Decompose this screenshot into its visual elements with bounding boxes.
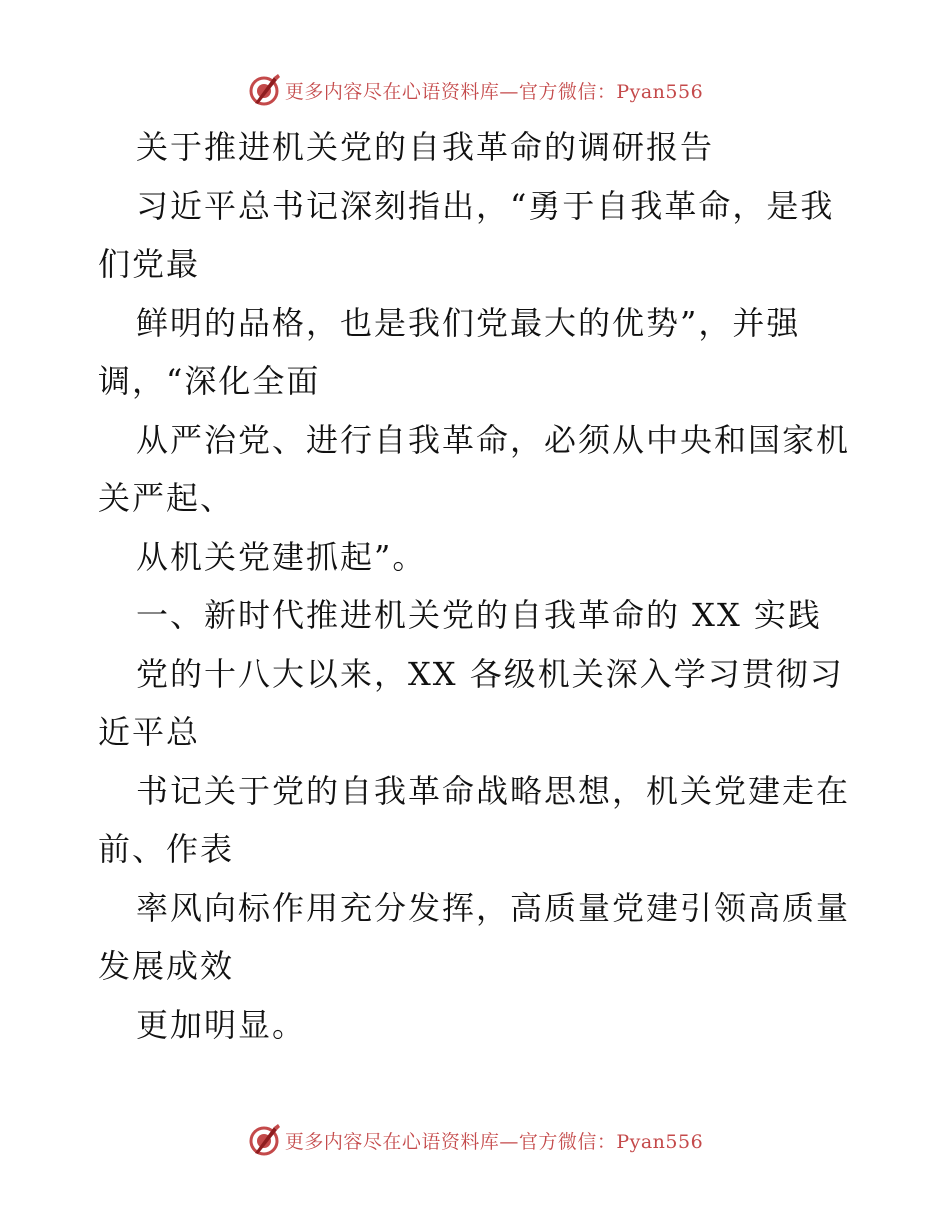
document-line: 关于推进机关党的自我革命的调研报告 bbox=[136, 128, 715, 166]
document-line: 近平总 bbox=[98, 713, 201, 751]
document-line: 一、新时代推进机关党的自我革命的 XX 实践 bbox=[136, 596, 822, 634]
footer-watermark bbox=[0, 1120, 950, 1160]
watermark-text: 更多内容尽在心语资料库—官方微信：Pyan556 bbox=[284, 80, 704, 103]
header-watermark bbox=[0, 70, 950, 110]
document-line: 书记关于党的自我革命战略思想，机关党建走在 bbox=[136, 771, 851, 810]
document-line: 率风向标作用充分发挥，高质量党建引领高质量 bbox=[136, 888, 851, 927]
pen-logo-icon bbox=[247, 1123, 281, 1157]
document-line: 关严起、 bbox=[98, 479, 235, 517]
document-line: 从机关党建抓起”。 bbox=[136, 537, 427, 576]
pen-logo-icon bbox=[247, 73, 281, 107]
document-line: 党的十八大以来，XX 各级机关深入学习贯彻习 bbox=[136, 654, 844, 693]
document-line: 发展成效 bbox=[98, 947, 235, 985]
watermark-text: 更多内容尽在心语资料库—官方微信：Pyan556 bbox=[284, 1130, 704, 1153]
document-line: 从严治党、进行自我革命，必须从中央和国家机 bbox=[136, 420, 851, 459]
document-body bbox=[98, 118, 888, 1054]
document-line: 前、作表 bbox=[98, 830, 235, 868]
document-line: 习近平总书记深刻指出，“勇于自我革命，是我 bbox=[136, 186, 835, 225]
document-line: 们党最 bbox=[98, 245, 201, 283]
document-line: 鲜明的品格，也是我们党最大的优势”，并强 bbox=[136, 303, 801, 342]
document-line: 调，“深化全面 bbox=[98, 362, 321, 400]
document-line: 更加明显。 bbox=[136, 1005, 307, 1044]
